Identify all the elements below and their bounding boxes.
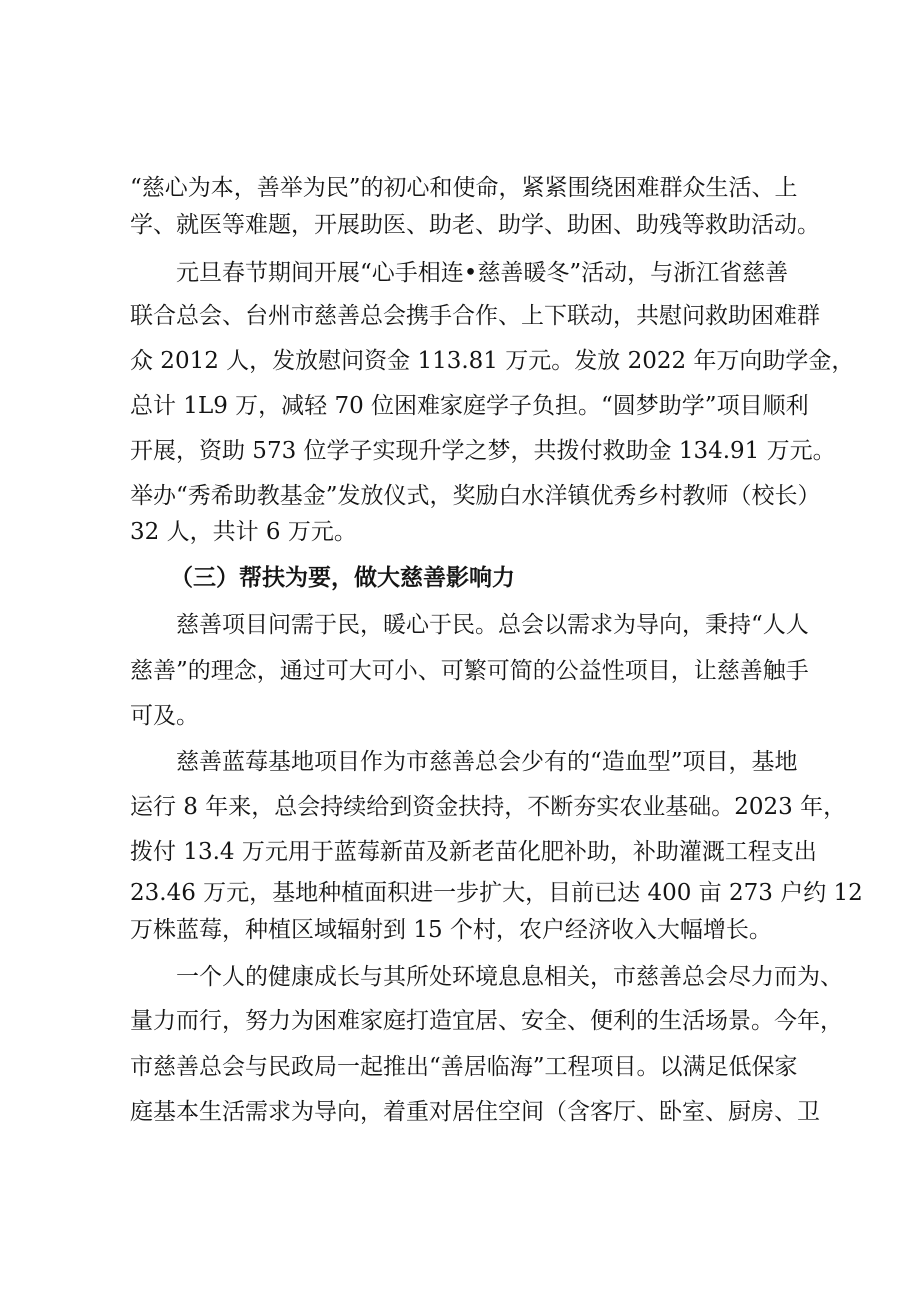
paragraph-2-line-1: 元旦春节期间开展“心手相连•慈善暖冬”活动，与浙江省慈善 (176, 260, 789, 286)
paragraph-5-line-1: 一个人的健康成长与其所处环境息息相关，市慈善总会尽力而为、 (176, 964, 843, 990)
paragraph-1-line-1: “慈心为本，善举为民”的初心和使命，紧紧围绕困难群众生活、上 (130, 175, 798, 201)
paragraph-3-line-3: 可及。 (130, 703, 199, 729)
paragraph-2-line-5: 开展，资助 573 位学子实现升学之梦，共拨付救助金 134.91 万元。 (130, 438, 836, 464)
paragraph-2-line-4: 总计 1L9 万，减轻 70 位困难家庭学子负担。“圆梦助学”项目顺利 (130, 393, 809, 419)
paragraph-1-line-2: 学、就医等难题，开展助医、助老、助学、助困、助残等救助活动。 (130, 212, 820, 238)
paragraph-3-line-1: 慈善项目问需于民，暖心于民。总会以需求为导向，秉持“人人 (176, 612, 809, 638)
paragraph-4-line-4: 23.46 万元，基地种植面积进一步扩大，目前已达 400 亩 273 户约 12 (130, 880, 863, 906)
section-heading: （三）帮扶为要，做大慈善影响力 (170, 564, 515, 591)
paragraph-2-line-2: 联合总会、台州市慈善总会携手合作、上下联动，共慰问救助困难群 (130, 303, 820, 329)
paragraph-3-line-2: 慈善”的理念，通过可大可小、可繁可简的公益性项目，让慈善触手 (130, 658, 809, 684)
paragraph-4-line-2: 运行 8 年来，总会持续给到资金扶持，不断夯实农业基础。2023 年， (130, 794, 847, 820)
paragraph-2-line-7: 32 人，共计 6 万元。 (130, 519, 357, 545)
paragraph-2-line-3: 众 2012 人，发放慰问资金 113.81 万元。发放 2022 年万向助学金， (130, 348, 855, 374)
paragraph-5-line-2: 量力而行，努力为困难家庭打造宜居、安全、便利的生活场景。今年， (130, 1008, 843, 1034)
paragraph-5-line-4: 庭基本生活需求为导向，着重对居住空间（含客厅、卧室、厨房、卫 (130, 1099, 820, 1125)
paragraph-4-line-3: 拨付 13.4 万元用于蓝莓新苗及新老苗化肥补助，补助灌溉工程支出 (130, 839, 817, 865)
paragraph-4-line-1: 慈善蓝莓基地项目作为市慈善总会少有的“造血型”项目，基地 (176, 749, 798, 775)
paragraph-2-line-6: 举办“秀希助教基金”发放仪式，奖励白水洋镇优秀乡村教师（校长） (130, 483, 821, 509)
paragraph-4-line-5: 万株蓝莓，种植区域辐射到 15 个村，农户经济收入大幅增长。 (130, 917, 772, 943)
paragraph-5-line-3: 市慈善总会与民政局一起推出“善居临海”工程项目。以满足低保家 (130, 1054, 798, 1080)
